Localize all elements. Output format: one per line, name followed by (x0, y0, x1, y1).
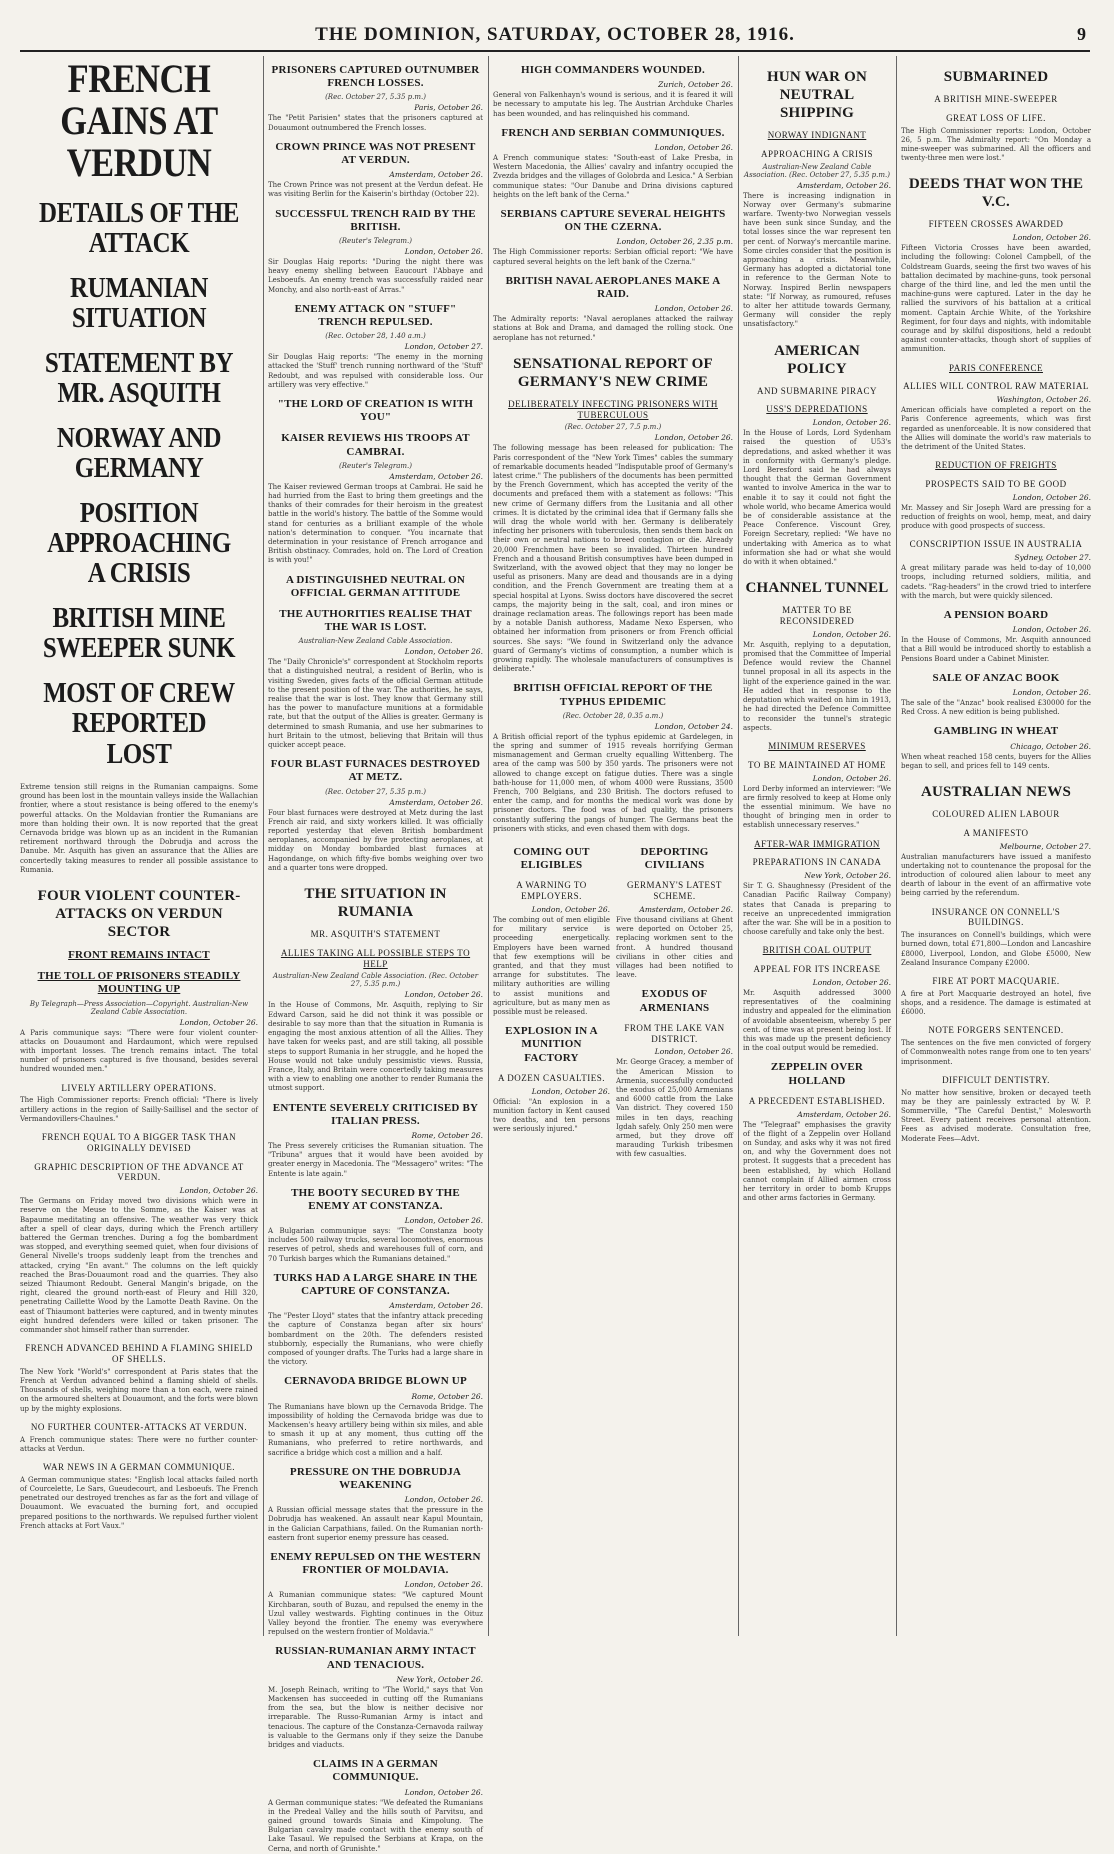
article-headline: FRENCH ADVANCED BEHIND A FLAMING SHIELD OF SHELLS. (25, 1343, 253, 1365)
dateline: London, October 26, 2.35 p.m. (616, 237, 733, 247)
headline: MOST OF CREW REPORTED LOST (43, 676, 235, 770)
article-subheadline: MR. ASQUITH'S STATEMENT (310, 929, 441, 940)
article-body: When wheat reached 158 cents, buyers for the Allies began to sell, and prices fell to 149 cents. (901, 752, 1091, 770)
article-body: No matter how sensitive, broken or decayed teeth may be they are painlessly extracted by W. P. Sommerville, "The Careful Dentist," Molesworth Street. Every patient receives personal attention. Fees as advised moderate. Consultation free, Moderate Fees—Advt. (901, 1088, 1091, 1143)
article-subheadline: A MANIFESTO (963, 827, 1029, 838)
dateline: Amsterdam, October 26. (797, 1109, 891, 1119)
dateline: Amsterdam, October 26. (389, 170, 483, 180)
wire-source: (Rec. October 27, 7.5 p.m.) (564, 423, 662, 432)
article-headline: RUSSIAN-RUMANIAN ARMY INTACT AND TENACIOUS. (275, 1645, 476, 1671)
column-5 (901, 56, 1091, 1646)
article-body: The Germans on Friday moved two divisions which were in reserve on the Meuse to the Somme, as the Kaiser was at Bapaume meditating an offensive. The weather was very thick after a spell of clear days, during which the French artillery battered the German trenches. During a fog the bombardment was stopped, and everything seemed quiet, when four divisions of General Nivelle's troops suddenly leapt from the trenches and attacked, crying "En avant." The columns on the left quickly reached the Bras-Douaumont road and the quarries. They also seized Thiaumont Redoubt. General Mangin's brigade, on the right, cleared the ground north-east of Fleury and Hill 320, penetrating Caillette Wood by the Lamotte Death Ravine. On the east of Thiaumont batteries were captured, and in twenty minutes eight hundred defenders were killed or taken prisoner. The commander shot himself rather than surrender. (20, 1197, 258, 1335)
dateline: Washington, October 26. (996, 395, 1091, 405)
article-body: Five thousand civilians at Ghent were deported on October 25, replacing workmen sent to the front. A hundred thousand civilians in other cities and villages had been notified to leave. (616, 916, 733, 980)
article-headline: HUN WAR ON NEUTRAL SHIPPING (766, 69, 868, 121)
article-headline: GAMBLING IN WHEAT (933, 725, 1059, 738)
article-headline: AFTER-WAR IMMIGRATION (754, 838, 880, 849)
masthead (20, 24, 1090, 52)
article-subheadline: TO BE MAINTAINED AT HOME (748, 759, 886, 770)
headline: NORWAY AND GERMANY (56, 421, 222, 485)
article-headline: GRAPHIC DESCRIPTION OF THE ADVANCE AT VERDUN. (34, 1161, 244, 1183)
article (268, 758, 483, 873)
article-body: The "Pester Lloyd" states that the infantry attack preceding the capture of Constanza began after six hours' bombardment on the 20th. The defenders resisted stubbornly, especially the Rumanians, who were chiefly composed of younger drafts. The Turks had a large share in the victory. (268, 1312, 483, 1367)
dateline: London, October 26. (1012, 233, 1091, 243)
article-subheadline: USS'S DEPREDATIONS (766, 404, 868, 415)
article (493, 64, 733, 119)
article-body: The combing out of men eligible for military service is proceeding energetically. Employers have been warned that few exemptions will be granted, and that they must arrange for substitutes. The military authorities are willing to assist munitions and agriculture, but as many men as possible must be released. (493, 916, 610, 1017)
column-2 (268, 56, 483, 1853)
article-headline: NO FURTHER COUNTER-ATTACKS AT VERDUN. (30, 1421, 248, 1432)
article-subheadline: GREAT LOSS OF LIFE. (946, 112, 1046, 123)
article-subheadline: A DOZEN CASUALTIES. (498, 1072, 605, 1083)
article-headline: EXPLOSION IN A MUNITION FACTORY (505, 1025, 598, 1064)
dateline: Sydney, October 27. (1014, 553, 1091, 563)
article-body: Mr. Massey and Sir Joseph Ward are pressing for a reduction of freights on wool, hemp, meat, and dairy produce with good prospects of success. (901, 503, 1091, 531)
wire-source: Australian-New Zealand Cable Association. (298, 637, 453, 646)
dateline: Amsterdam, October 26. (389, 1301, 483, 1311)
wire-source: (Rec. October 28, 1.40 a.m.) (325, 332, 426, 341)
article-headline: REDUCTION OF FREIGHTS (935, 460, 1057, 471)
article-headline: CLAIMS IN A GERMAN COMMUNIQUE. (313, 1758, 438, 1784)
wire-source: (Reuter's Telegram.) (339, 461, 412, 470)
dateline: Amsterdam, October 26. (389, 797, 483, 807)
dateline: London, October 24. (654, 721, 733, 731)
article (268, 608, 483, 750)
article-body: In the House of Commons, Mr. Asquith announced that a Bill would be introduced shortly to establish a Pensions Board under a Cabinet Minister. (901, 636, 1091, 663)
dateline: London, October 26. (654, 433, 733, 443)
dateline: London, October 26. (812, 418, 891, 428)
article-body: A Paris communique says: "There were four violent counter-attacks on Douaumont and Hardaumont, which were repulsed with important losses. The trench remains intact. The total number of prisoners captured is five thousand, besides several hundred wounded men." (20, 1028, 258, 1074)
page-number: 9 (1077, 24, 1086, 44)
article-body: A British official report of the typhus epidemic at Gardelegen, in the spring and summer of 1915 reveals horrifying German mismanagement and German cruelty equalling Wittenberg. The area of the camp was 500 by 350 yards. The prisoners were not allowed to change except on fatigue duties. There was a single bath-house for 11,000 men, of whom 4000 were Russians, 3500 French, 700 Belgians, and 230 British. The doctors refused to enter the camp, and for months the medical work was done by prisoner doctors. The food was of bad quality, the prisoners constantly suffering the pangs of hunger. The Germans beat the prisoners with sticks, and even chased them with dogs. (493, 732, 733, 833)
article-headline: COMING OUT ELIGIBLES (513, 846, 590, 872)
article (268, 1375, 483, 1457)
dateline: London, October 26. (179, 1017, 258, 1027)
article-body: Sir Douglas Haig reports: "The enemy in the morning attacked the 'Stuff' trench running northward of the 'Stuff' Redoubt, and was repulsed with considerable loss. Our artillery was very effective." (268, 353, 483, 389)
article-subheadline: COLOURED ALIEN LABOUR (932, 809, 1060, 820)
article-headline: FRENCH AND SERBIAN COMMUNIQUES. (501, 126, 725, 139)
article (493, 208, 733, 267)
article-subheadline: ALLIES TAKING ALL POSSIBLE STEPS TO HELP (280, 947, 471, 969)
column-rule (488, 56, 489, 1636)
dateline: New York, October 26. (804, 871, 891, 881)
dateline: London, October 26. (654, 304, 733, 314)
article-headline: SENSATIONAL REPORT OF GERMANY'S NEW CRIME (513, 355, 713, 390)
dateline: Chicago, October 26. (1010, 741, 1091, 751)
article-headline: BRITISH OFFICIAL REPORT OF THE TYPHUS EPIDEMIC (513, 682, 713, 708)
article-headline: CROWN PRINCE WAS NOT PRESENT AT VERDUN. (275, 140, 476, 166)
dateline: Rome, October 26. (411, 1391, 483, 1401)
article (493, 275, 733, 343)
article (268, 1102, 483, 1179)
article-body: Fifteen Victoria Crosses have been awarded, including the following: Colonel Campbell, of the Coldstream Guards, seeing the first two waves of his battalion decimated by machine-guns, took personal charge of the third line, and led the men until the machine-guns were captured. Later in the day he rallied the survivors of his battalion at a critical moment. Captain Archie White, of the Yorkshire Regiment, for four days and nights, with indomitable courage and by skilful dispositions, held a redoubt against counter-attacks, though short of supplies of ammunition. (901, 244, 1091, 354)
dateline: London, October 26. (531, 905, 610, 915)
article-subheadline: THE TOLL OF PRISONERS STEADILY MOUNTING UP (37, 970, 241, 996)
article-headline: THE BOOTY SECURED BY THE ENEMY AT CONSTANZA. (291, 1186, 460, 1212)
article-headline: A PENSION BOARD (943, 609, 1049, 622)
dateline: London, October 26. (404, 1216, 483, 1226)
article-body: A Bulgarian communique says: "The Constanza booty includes 500 railway trucks, several locomotives, enormous reserves of petrol, sheds and warehouses full of corn, and 70 Turkish barges which the Rumanians detained." (268, 1227, 483, 1263)
article-headline: ENEMY ATTACK ON "STUFF" TRENCH REPULSED. (294, 302, 457, 328)
dateline: London, October 26. (179, 1186, 258, 1196)
article-body: A French communique states: There were no further counter-attacks at Verdun. (20, 1435, 258, 1453)
article-headline: THE AUTHORITIES REALISE THAT THE WAR IS LOST. (279, 607, 472, 634)
wire-source: By Telegraph—Press Association—Copyright. Australian-New Zealand Cable Association. (29, 999, 249, 1016)
article-body: The following message has been released for publication: The Paris correspondent of the "New York Times" cables the summary of remarkable documents headed "Indisputable proof of Germany's latest crime." The publishers of the documents has been permitted by the French Government, which has accepted the verity of the documents and prefaced them with a statement as follows: "This new crime of Germany differs from the Lusitania and all other crimes. It is dictated by the criminal idea that if Germany falls she will drag the whole world with her. Germany is deliberately infecting her prisoners with tuberculosis, then sends them back on their own or neutral nations to breed contagion or die. Already 20,000 Frenchmen have been so invalided. Thirteen hundred French and a thousand British consumptives have been dumped in Switzerland, with the avowed object that they may no longer be useful as prisoners. Many are dead and thousands are in a dying condition, and the French Government are treating them at a special hospital at Lyons. Swiss doctors have discovered the secret camps, the majority being in the salt, coal, and iron mines or drainage reclamation areas. The followings report has been made by a notable Danish authoress, Madame Nexo Espersen, who obtained her information from prisoners or from French official sources. She says: "We found in Switzerland only the advance guard of Germany's victims of consumption, a number which is growing rapidly. The wholesale manufacturers of consumptives is deliberate." (493, 444, 733, 674)
column-rule (896, 56, 897, 1636)
article-body: The High Commissioner reports: London, October 26, 5 p.m. The Admiralty report: "On Monday a mine-sweeper was submarined. All the officers and twenty-three men were lost." (901, 126, 1091, 163)
article (268, 64, 483, 133)
article-body: Lord Derby informed an interviewer: "We are firmly resolved to keep at Home only the essential minimum. We have no thought of bringing men in order to establish unnecessary reserves." (743, 784, 891, 830)
article-body: There is increasing indignation in Norway over Germany's submarine warfare. Twenty-two Norwegian vessels have been sunk since Sunday, and the total losses since the war represent ten per cent. of Norway's mercantile marine. Some circles consider that the position is approaching a crisis. Meanwhile, Germany has adopted a dictatorial tone in reference to the German Note to Norway. Inspired Berlin newspapers state: "If Norway, as rumoured, refuses to alter her attitude towards Germany, Germany will consider the reply unsatisfactory." (743, 191, 891, 329)
dateline: London, October 26. (404, 246, 483, 256)
newspaper-title: THE DOMINION, SATURDAY, OCTOBER 28, 1916. (315, 24, 795, 45)
article-subheadline: FIFTEEN CROSSES AWARDED (928, 219, 1064, 230)
article-headline: EXODUS OF ARMENIANS (639, 988, 710, 1014)
article-body: The Admiralty reports: "Naval aeroplanes attacked the railway stations at Bok and Drama, and damaged the rolling stock. One aeroplane has not returned." (493, 315, 733, 342)
article (268, 1466, 483, 1543)
dateline: London, October 27. (404, 342, 483, 352)
article-headline: LIVELY ARTILLERY OPERATIONS. (61, 1082, 217, 1093)
article-body: The High Commissioner reports: Serbian official report: "We have captured several heights on the left bank of the Czerna." (493, 248, 733, 266)
wire-source: Australian-New Zealand Cable Association. (Rec. October 27, 5.35 p.m.) (744, 162, 890, 179)
article-body: A Rumanian communique states: "We captured Mount Kirchbaran, south of Buzau, and repulsed the enemy in the Uzul valley westwards. Fighting continues in the Oituz Valley beyond the frontier. The enemy was everywhere repulsed on the western frontier of Moldavia." (268, 1591, 483, 1637)
wire-source: Australian-New Zealand Cable Association. (Rec. October 27, 5.35 p.m.) (272, 972, 479, 989)
article-headline: SERBIANS CAPTURE SEVERAL HEIGHTS ON THE CZERNA. (500, 208, 726, 234)
main-headline: FRENCH GAINS AT VERDUN (60, 56, 218, 185)
article-headline: CHANNEL TUNNEL (745, 580, 889, 597)
article-body: The Crown Prince was not present at the Verdun defeat. He was visiting Berlin for the Kaiserin's birthday (October 22). (268, 181, 483, 199)
dateline: Amsterdam, October 26. (639, 905, 733, 915)
dateline: London, October 26. (404, 1787, 483, 1797)
article-body: A Russian official message states that the pressure in the Dobrudja has weakened. An assault near Kapul Mountain, in the Galician Carpathians, failed. On the Rumanian north-eastern front superior enemy pressure has ceased. (268, 1506, 483, 1542)
article (268, 141, 483, 200)
article-body: A great military parade was held to-day of 10,000 troops, including returned soldiers, militia, and cadets. "Rag-headers" in the crowd tried to interfere with the march, but were quickly silenced. (901, 564, 1091, 600)
bottom-articles (493, 838, 733, 1164)
article-body: American officials have completed a report on the Paris Conference agreements, which was first regarded as unenforceable. It is now considered that the Allies will dominate the world's raw materials to the detriment of the United States. (901, 406, 1091, 452)
article-subheadline: MATTER TO BE RECONSIDERED (779, 605, 855, 627)
article-headline: TURKS HAD A LARGE SHARE IN THE CAPTURE OF CONSTANZA. (273, 1271, 478, 1298)
article (493, 127, 733, 200)
article-headline: FIRE AT PORT MACQUARIE. (932, 976, 1060, 987)
article-subheadline: PROSPECTS SAID TO BE GOOD (925, 479, 1067, 490)
dateline: London, October 26. (404, 1580, 483, 1590)
article-subheadline: GERMANY'S LATEST SCHEME. (627, 880, 722, 902)
article-body: Official: "An explosion in a munition factory in Kent caused two deaths, and ten persons were seriously injured." (493, 1097, 610, 1134)
dateline: London, October 26. (404, 1495, 483, 1505)
article-body: Four blast furnaces were destroyed at Metz during the last French air raid, and sixty workers killed. It was officially reported yesterday that eleven British bombardment aeroplanes, accompanied by five protecting aeroplanes, at midday on Monday bombarded blast furnaces at Hagondange, on which fifty-five bombs weighing over two and a quarter tons were dropped. (268, 808, 483, 872)
article (268, 1758, 483, 1854)
article-body: The "Petit Parisien" states that the prisoners captured at Douaumont outnumbered the French losses. (268, 114, 483, 132)
article-subheadline: NORWAY INDIGNANT (767, 130, 867, 140)
article-headline: NOTE FORGERS SENTENCED. (928, 1025, 1064, 1036)
article-headline: THE SITUATION IN RUMANIA (304, 886, 447, 921)
article-body: In the House of Lords, Lord Sydenham raised the question of U53's depredations, and asked whether it was in conformity with Germany's pledge. Lord Beresford said he had always thought that the German Government wanted to involve America in the war to enable it to say it could not fight the whole world, who became America would be of considerable assistance at the Peace Conference. Viscount Grey, Foreign Secretary, replied: "We have no undertaking with America as to what information she had or what she would do with it when obtained." (743, 429, 891, 567)
article-body: Sir Douglas Haig reports: "During the night there was heavy enemy shelling between Eaucourt l'Abbaye and Lesboeufs. An enemy trench was successfully raided near Monchy, and also north-east of Arras." (268, 257, 483, 294)
article-body: Mr. George Gracey, a member of the American Mission to Armenia, successfully conducted the exodus of 25,000 Armenians and 6000 cattle from the Lake Van district. They covered 150 miles in ten days, reaching Igdah safely. Only 250 men were armed, but they drove off marauding Turkish tribesmen with few casualties. (616, 1058, 733, 1159)
article-headline: DEEDS THAT WON THE V.C. (908, 176, 1084, 211)
article-body: Mr. Asquith addressed 3000 representatives of the coalmining industry and appealed for the elimination of avoidable absenteeism, whereby 5 per cent. of time was at present being lost. If this was made up the present deficiency in the coal output would be remedied. (743, 988, 891, 1053)
headline: BRITISH MINE SWEEPER SUNK (42, 601, 236, 665)
article-headline: WAR NEWS IN A GERMAN COMMUNIQUE. (42, 1462, 235, 1473)
dateline: London, October 26. (531, 1086, 610, 1096)
article (268, 1551, 483, 1637)
dateline: London, October 26. (1012, 492, 1091, 502)
wire-source: (Rec. October 28, 0.35 a.m.) (562, 711, 664, 720)
dateline: New York, October 26. (396, 1674, 483, 1684)
article-body: The High Commissioner reports: French official: "There is lively artillery actions in the region of Sailly-Saillisel and the sector of Vermandovillers-Chaulnes." (20, 1096, 258, 1123)
article-headline: A DISTINGUISHED NEUTRAL ON OFFICIAL GERMAN ATTITUDE (285, 573, 466, 599)
dateline: Zurich, October 26. (658, 80, 733, 90)
headline: POSITION APPROACHING A CRISIS (47, 496, 231, 590)
article (268, 303, 483, 390)
headline: DETAILS OF THE ATTACK (38, 197, 240, 260)
article-subheadline: DELIBERATELY INFECTING PRISONERS WITH TUBERCULOUS (508, 398, 718, 420)
article-body: A French communique states: "South-east of Lake Presba, in Western Macedonia, the Allies' cavalry and infantry occupied the Zvezda bridges and the villages of Golobrda and Lesica." A Serbian communique states: "Our Danube and Drina divisions captured heights on the left bank of the Cerna." (493, 153, 733, 199)
dateline: London, October 26. (812, 977, 891, 987)
article-subheadline: A PRECEDENT ESTABLISHED. (748, 1095, 886, 1106)
article (268, 574, 483, 600)
dateline: Rome, October 26. (411, 1130, 483, 1140)
article-headline: BRITISH NAVAL AEROPLANES MAKE A RAID. (505, 274, 721, 300)
article-body: The Press severely criticises the Rumanian situation. The "Tribuna" argues that it would have been avoided by greater energy in Macedonia. The "Messagero" writes: "The Entente is late again." (268, 1141, 483, 1178)
article (268, 432, 483, 565)
article-headline: ENTENTE SEVERELY CRITICISED BY ITALIAN PRESS. (272, 1101, 479, 1127)
article-subheadline: A BRITISH MINE-SWEEPER (934, 94, 1058, 104)
article-subheadline: AND SUBMARINE PIRACY (756, 385, 877, 396)
article-headline: HIGH COMMANDERS WOUNDED. (521, 64, 705, 76)
article (268, 398, 483, 424)
article-headline: INSURANCE ON CONNELL'S BUILDINGS. (931, 906, 1061, 928)
article-body: The sentences on the five men convicted of forgery of Commonwealth notes range from one to ten years' imprisonment. (901, 1039, 1091, 1066)
dateline: London, October 26. (812, 629, 891, 639)
column-3 (493, 56, 733, 1646)
article-headline: SALE OF ANZAC BOOK (932, 671, 1060, 684)
dateline: London, October 26. (654, 1047, 733, 1057)
article-body: In the House of Commons, Mr. Asquith, replying to Sir Edward Carson, said he did not think it was possible or desirable to say more than that the situation in Rumania is engaging the most anxious attention of all the Allies. They have taken for weeks past, and are still taking, all possible steps to support Rumania in her struggle, and he hoped the House would not take unduly pessimistic views. Russia, France, Italy, and Britain were concertedly taking measures with a view to enabling one another to render Rumania the utmost support. (268, 1001, 483, 1093)
dateline: London, October 26. (654, 142, 733, 152)
article (268, 1187, 483, 1264)
article-body: The New York "World's" correspondent at Paris states that the French at Verdun advanced behind a flaming shield of shells. Thousands of shells, weighing more than a ton each, were rained on the armoured shelters at Douaumont, and the forts were blown up by the mighty explosions. (20, 1367, 258, 1413)
article-subheadline: PREPARATIONS IN CANADA (752, 857, 882, 868)
wire-source: (Rec. October 27, 5.35 p.m.) (325, 787, 426, 796)
article-subheadline: APPROACHING A CRISIS (760, 148, 874, 159)
article-headline: KAISER REVIEWS HIS TROOPS AT CAMBRAI. (281, 432, 470, 458)
article-body: The insurances on Connell's buildings, which were burned down, total £71,800—London and Lancashire £8000, Liverpool, London, and Globe £5000, New Zealand Insurance Company £2000. (901, 931, 1091, 967)
article-headline: SUCCESSFUL TRENCH RAID BY THE BRITISH. (275, 207, 476, 233)
article-headline: AMERICAN POLICY (774, 342, 860, 377)
article-headline: MINIMUM RESERVES (768, 740, 866, 751)
article-headline: ENEMY REPULSED ON THE WESTERN FRONTIER OF MOLDAVIA. (270, 1551, 481, 1577)
article-subheadline: A WARNING TO EMPLOYERS. (516, 880, 587, 902)
dateline: London, October 26. (404, 990, 483, 1000)
article-subheadline: FRONT REMAINS INTACT (68, 949, 210, 962)
article-subheadline: FROM THE LAKE VAN DISTRICT. (624, 1022, 725, 1044)
dateline: London, October 26. (1012, 688, 1091, 698)
headline: RUMANIAN SITUATION (70, 271, 208, 335)
article (268, 1645, 483, 1750)
article-headline: DIFFICULT DENTISTRY. (942, 1074, 1050, 1085)
column-rule (263, 56, 264, 1636)
column-1 (20, 56, 258, 1646)
article-body: A fire at Port Macquarie destroyed an hotel, five shops, and a residence. The damage is estimated at £6000. (901, 989, 1091, 1017)
article-body: M. Joseph Reinach, writing to "The World," says that Von Mackensen has succeeded in cutting off the Rumanians from the sea, but the blow is neither decisive nor irreparable. The Russo-Rumanian Army is intact and tenacious. The capture of the Constanza-Cernavoda railway is valuable to the Germans only if they seize the Danube bridges and viaducts. (268, 1685, 483, 1750)
article-body: The Kaiser reviewed German troops at Cambrai. He said he had hurried from the East to bring them greetings and the thanks of their comrades for their heroism in the greatest battle in the world's history. The battle of the Somme would stand for centuries as a brilliant example of the whole nation's determination to conquer. "You incarnate that determination in your resistance of French arrogance and British obstinacy. Comrades, hold on. The Lord of Creation is with you!" (268, 482, 483, 565)
wire-source: (Rec. October 27, 5.35 p.m.) (325, 93, 426, 102)
column-4 (743, 56, 891, 1646)
article-body: The "Telegraaf" emphasises the gravity of the flight of a Zeppelin over Holland on Sunday, and asks why it was not fired on, and why the Government does not protest. It suggests that a precedent has been established, by which Holland cannot complain if Allied airmen cross her territory in order to bomb Krupps and other arms factories in Germany. (743, 1120, 891, 1203)
wire-source: (Reuter's Telegram.) (339, 236, 412, 245)
dateline: Amsterdam, October 26. (389, 471, 483, 481)
article-headline: PRESSURE ON THE DOBRUDJA WEAKENING (289, 1465, 462, 1492)
article-body: The "Daily Chronicle's" correspondent at Stockholm reports that a distinguished neutral, a resident of Berlin, who is visiting Sweden, gives facts of the official German attitude to the present position of the war. The authorities, he says, realise that the war is lost. They know that Germany still has the power to manufacture munitions at a formidable rate, but that the output of the Allies is greater. Germany is determined to smash Rumania, and use her submarines to hurt Britain to the utmost, believing that Britain will thus quicker accept peace. (268, 658, 483, 750)
article (268, 208, 483, 295)
article-headline: AUSTRALIAN NEWS (920, 784, 1072, 801)
article-headline: "THE LORD OF CREATION IS WITH YOU" (277, 397, 474, 424)
article-body: A German communique states: "We defeated the Rumanians in the Predeal Valley and the hills south of Parvitsu, and gained ground towards Sinaia and Kimpolung. The Bulgarian cavalry made contact with the enemy south of Lake Tasaul. We repulsed the Serbians at Krapa, on the Cerna, and north of Grunishte." (268, 1798, 483, 1853)
article-headline: CERNAVODA BRIDGE BLOWN UP (284, 1375, 467, 1388)
article-body: The Rumanians have blown up the Cernavoda Bridge. The impossibility of holding the Cernavoda bridge was due to Mackensen's heavy artillery being within six miles, and able to smash it up at any moment, thus cutting off the Rumanians, who preferred to retire northwards, and sacrifice a bridge which cost a million and a half. (268, 1402, 483, 1457)
article-headline: SUBMARINED (943, 69, 1049, 85)
article-headline: PRISONERS CAPTURED OUTNUMBER FRENCH LOSSES. (271, 64, 480, 90)
article-body: Mr. Asquith, replying to a deputation, promised that the Committee of Imperial Defence would review the Channel tunnel proposal in all its aspects in the light of the experience gained in the war. He added that in response to the deputation which waited on him in 1913, he had directed the Defence Committee to reconsider the tunnel's strategic aspects. (743, 640, 891, 732)
article-subheadline: APPEAL FOR ITS INCREASE (753, 964, 881, 975)
dateline: Amsterdam, October 26. (797, 180, 891, 190)
article-headline: FOUR VIOLENT COUNTER-ATTACKS ON VERDUN SECTOR (37, 888, 241, 941)
dateline: London, October 26. (1012, 625, 1091, 635)
dateline: Paris, October 26. (414, 103, 483, 113)
article-body: Sir T. G. Shaughnessy (President of the Canadian Pacific Railway Company) states that Canada is preparing to receive an unprecedented immigration after the war. She will be in a position to choose carefully and take only the best. (743, 882, 891, 937)
article-headline: ZEPPELIN OVER HOLLAND (770, 1061, 864, 1087)
dateline: Melbourne, October 27. (999, 841, 1091, 851)
article-headline: BRITISH COAL OUTPUT (762, 945, 872, 956)
dateline: London, October 26. (812, 773, 891, 783)
article-subheadline: ALLIES WILL CONTROL RAW MATERIAL (903, 381, 1089, 392)
article-body: General von Falkenhayn's wound is serious, and it is feared it will be necessary to amputate his leg. The Austrian Archduke Charles has been wounded, and has relinquished his command. (493, 91, 733, 118)
article-body: Australian manufacturers have issued a manifesto undertaking not to countenance the proposal for the introduction of coloured alien labour to meet any dearth of labour in the event of an affirmative vote being carried by the referendum. (901, 852, 1091, 898)
dateline: London, October 26. (404, 647, 483, 657)
lead-paragraph: Extreme tension still reigns in the Rumanian campaigns. Some ground has been lost in the mountain valleys inside the Wallachian frontier, where a stout resistance is being offered to the enemy's powerful attacks. On the Moldavian frontier the Rumanians are more than holding their own. It is now reported that the great Cernavoda bridge was blown up as an incident in the Rumanian retirement northward through the Dobrudja and across the Danube. Mr. Asquith has given an assurance that the Allies are concertedly taking measures to render all possible assistance to Rumania. (20, 783, 258, 874)
article-headline: PARIS CONFERENCE (949, 362, 1043, 373)
article-headline: FRENCH EQUAL TO A BIGGER TASK THAN ORIGINALLY DEVISED (41, 1132, 237, 1153)
article-body: A German communique states: "English local attacks failed north of Courcelette, Le Sars, Gueudecourt, and Lesboeufs. The French penetrated our destroyed trenches as far as the fort and village of Douaumont. We evacuated the burning fort, and occupied prepared positions to the northwards. We repulsed further violent French attacks at Fort Vaux." (20, 1475, 258, 1530)
article-body: The sale of the "Anzac" book realised £30000 for the Red Cross. A new edition is being published. (901, 699, 1091, 717)
article-headline: DEPORTING CIVILIANS (640, 846, 709, 872)
article-headline: CONSCRIPTION ISSUE IN AUSTRALIA (909, 539, 1083, 550)
column-rule (738, 56, 739, 1636)
article (268, 1272, 483, 1368)
article-headline: FOUR BLAST FURNACES DESTROYED AT METZ. (270, 758, 481, 784)
headline: STATEMENT BY MR. ASQUITH (44, 346, 234, 410)
